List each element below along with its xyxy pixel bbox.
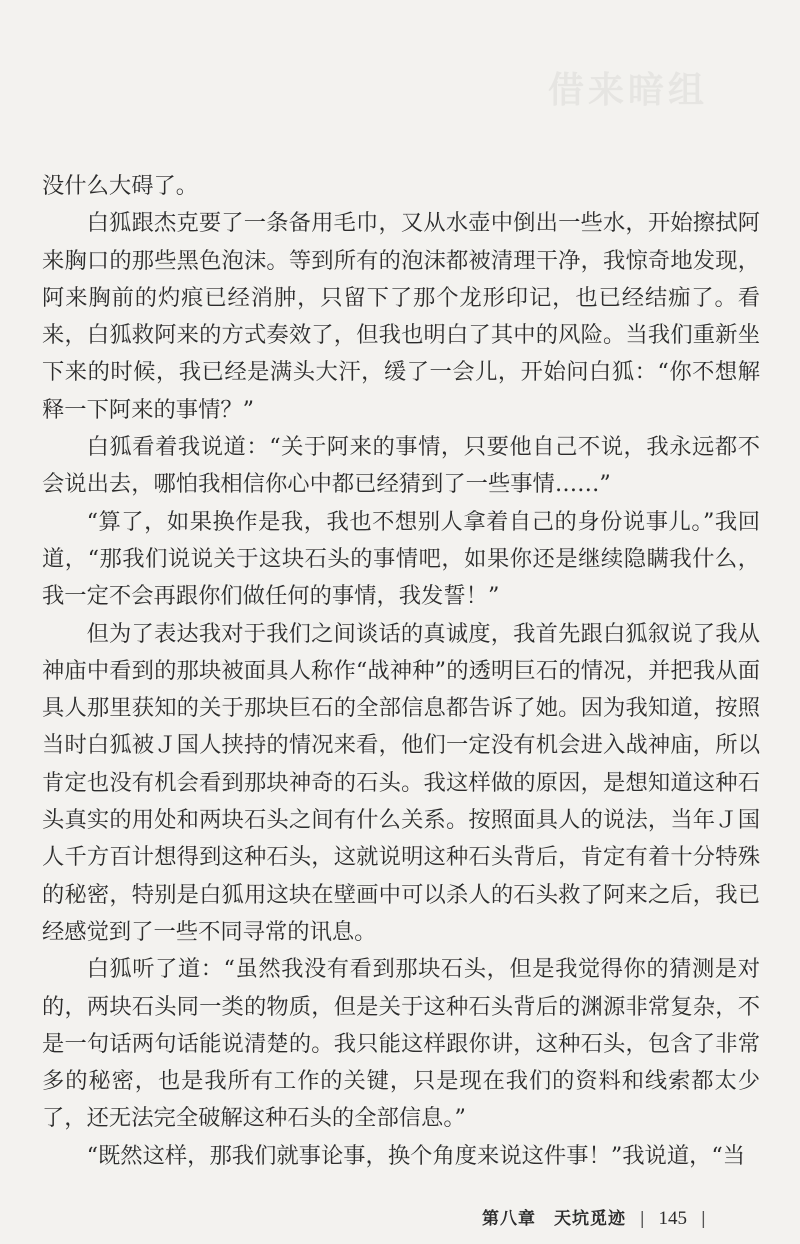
paragraph-7: “既然这样，那我们就事论事，换个角度来说这件事！”我说道，“当 [86, 1142, 746, 1169]
paragraph-1: 没什么大碍了。 [42, 173, 199, 199]
paragraph-2: 白狐跟杰克要了一条备用毛巾，又从水壶中倒出一些水，开始擦拭阿来胸口的那些黑色泡沫。等到所有的泡沫都被清理干净，我惊奇地发现，阿来胸前的灼痕已经消肿，只留下了那个龙形印记，也已经结痂了。看来，白狐救阿来的方式奏效了，但我也明白了其中的风险。当我们重新坐下来的时候，我已经是满头大汗，缓了一会儿，开始问白狐：“你不想解释一下阿来的事情？” [42, 210, 760, 423]
footer-separator-right: | [700, 1209, 707, 1229]
page-footer [482, 1204, 714, 1230]
paragraph-5: 但为了表达我对于我们之间谈话的真诚度，我首先跟白狐叙说了我从神庙中看到的那块被面具人称作“战神种”的透明巨石的情况，并把我从面具人那里获知的关于那块巨石的全部信息都告诉了她。因为我知道，按照当时白狐被Ｊ国人挟持的情况来看，他们一定没有机会进入战神庙，所以肯定也没有机会看到那块神奇的石头。我这样做的原因，是想知道这种石头真实的用处和两块石头之间有什么关系。按照面具人的说法，当年Ｊ国人千方百计想得到这种石头，这就说明这种石头背后，肯定有着十分特殊的秘密，特别是白狐用这块在壁画中可以杀人的石头救了阿来之后，我已经感觉到了一些不同寻常的讯息。 [42, 620, 760, 945]
paragraph-3: 白狐看着我说道：“关于阿来的事情，只要他自己不说，我永远都不会说出去，哪怕我相信你心中都已经猜到了一些事情……” [42, 434, 760, 498]
paragraph-4: “算了，如果换作是我，我也不想别人拿着自己的身份说事儿。”我回道，“那我们说说关于这块石头的事情吧，如果你还是继续隐瞒我什么，我一定不会再跟你们做任何的事情，我发誓！” [42, 508, 760, 610]
faded-running-header: 借来暗组 [548, 69, 709, 111]
chapter-title: 第八章 天坑觅迹 [482, 1209, 626, 1229]
page-number: 145 [658, 1208, 688, 1229]
page-body [42, 168, 760, 1175]
footer-separator: | [639, 1209, 646, 1229]
paragraph-6: 白狐听了道：“虽然我没有看到那块石头，但是我觉得你的猜测是对的，两块石头同一类的物质，但是关于这种石头背后的渊源非常复杂，不是一句话两句话能说清楚的。我只能这样跟你讲，这种石头，包含了非常多的秘密，也是我所有工作的关键，只是现在我们的资料和线索都太少了，还无法完全破解这种石头的全部信息。” [42, 956, 760, 1132]
